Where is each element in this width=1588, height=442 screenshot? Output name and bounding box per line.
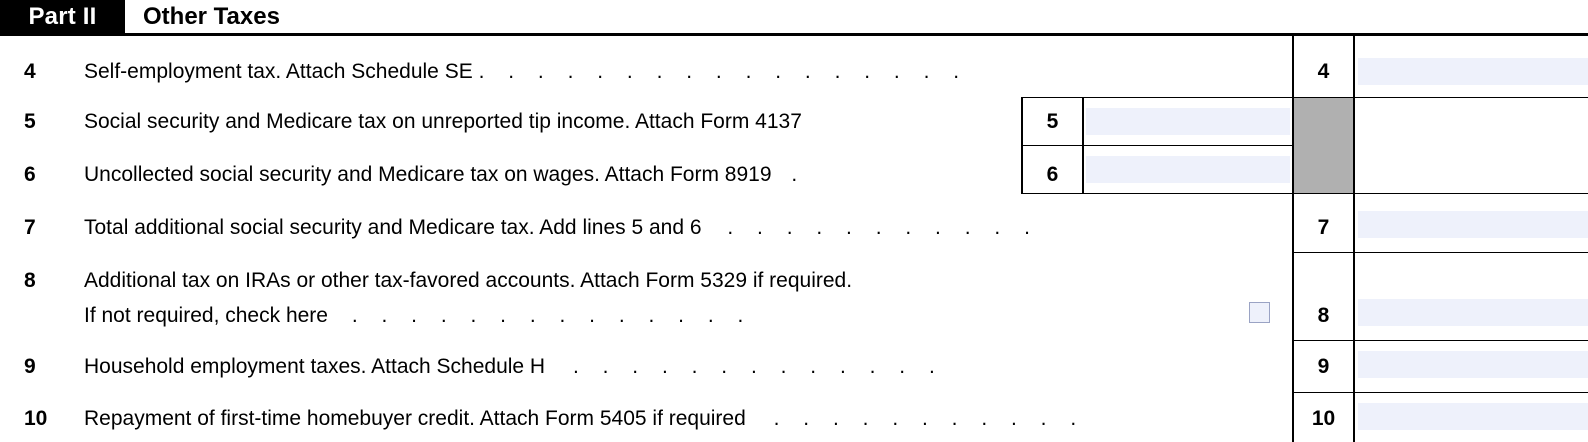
line-9-description <box>84 355 944 379</box>
line-10-amount-field[interactable] <box>1358 403 1588 430</box>
line-6-box-number: 6 <box>1046 163 1059 186</box>
line-7-amount-field[interactable] <box>1358 211 1588 238</box>
line-5-number: 5 <box>24 110 36 133</box>
line-7-number: 7 <box>24 216 36 239</box>
line-9-number: 9 <box>24 355 36 378</box>
row-rule-4-5 <box>1021 97 1588 98</box>
line-6-description <box>84 163 806 187</box>
line-4-description <box>84 60 968 84</box>
line-6-amount-field[interactable] <box>1086 156 1290 183</box>
line-4-box-number: 4 <box>1317 60 1330 83</box>
line-4-leader: . . . . . . . . . . . . . . . . . <box>478 60 969 83</box>
row-rule-8-9 <box>1292 340 1588 341</box>
line-8-amount-field[interactable] <box>1358 299 1588 326</box>
line-8-box-number: 8 <box>1317 304 1330 327</box>
line-10-number: 10 <box>24 407 48 430</box>
line-10-leader: . . . . . . . . . . . <box>773 407 1086 430</box>
line-9-amount-field[interactable] <box>1358 351 1588 378</box>
line-9-box-number: 9 <box>1317 355 1330 378</box>
line-7-box-number: 7 <box>1317 216 1330 239</box>
line-8-text: Additional tax on IRAs or other tax-favored accounts. Attach Form 5329 if required. <box>84 269 853 292</box>
line-7-leader: . . . . . . . . . . . <box>727 216 1039 239</box>
line-10-description <box>84 407 1085 431</box>
row-rule-7-8 <box>1292 252 1588 253</box>
line-4-amount-field[interactable] <box>1358 58 1588 85</box>
line-8-leader: . . . . . . . . . . . . . . <box>351 304 753 327</box>
line-5-amount-field[interactable] <box>1086 108 1290 135</box>
row-rule-9-10 <box>1292 392 1588 393</box>
line-6-leader: . <box>791 163 807 186</box>
line-5-box-number: 5 <box>1046 110 1059 133</box>
blocked-amount-cell <box>1294 97 1353 193</box>
line-10-box-number: 10 <box>1311 407 1336 430</box>
line-9-text: Household employment taxes. Attach Schedule H <box>84 355 546 378</box>
row-rule-6-7 <box>1021 193 1588 194</box>
part-header <box>0 0 1588 36</box>
row-rule-5-6 <box>1021 145 1292 146</box>
line-10-text: Repayment of first-time homebuyer credit. Attach Form 5405 if required <box>84 407 746 430</box>
line-5-description <box>84 110 802 134</box>
line-9-leader: . . . . . . . . . . . . . <box>572 355 944 378</box>
line-8-description <box>84 269 852 293</box>
line-6-text: Uncollected social security and Medicare tax on wages. Attach Form 8919 <box>84 163 772 186</box>
line-8-text-2: If not required, check here <box>84 304 328 327</box>
line-6-number: 6 <box>24 163 36 186</box>
line-8-description-2 <box>84 304 752 328</box>
line-8-not-required-checkbox[interactable] <box>1249 302 1270 323</box>
line-5-text: Social security and Medicare tax on unreported tip income. Attach Form 4137 <box>84 110 802 133</box>
line-4-number: 4 <box>24 60 36 83</box>
part-title: Other Taxes <box>143 3 280 30</box>
line-7-text: Total additional social security and Medicare tax. Add lines 5 and 6 <box>84 216 702 239</box>
part-number-label: Part II <box>0 0 125 33</box>
line-7-description <box>84 216 1039 240</box>
line-8-number: 8 <box>24 269 36 292</box>
line-4-text: Self-employment tax. Attach Schedule SE <box>84 60 473 83</box>
